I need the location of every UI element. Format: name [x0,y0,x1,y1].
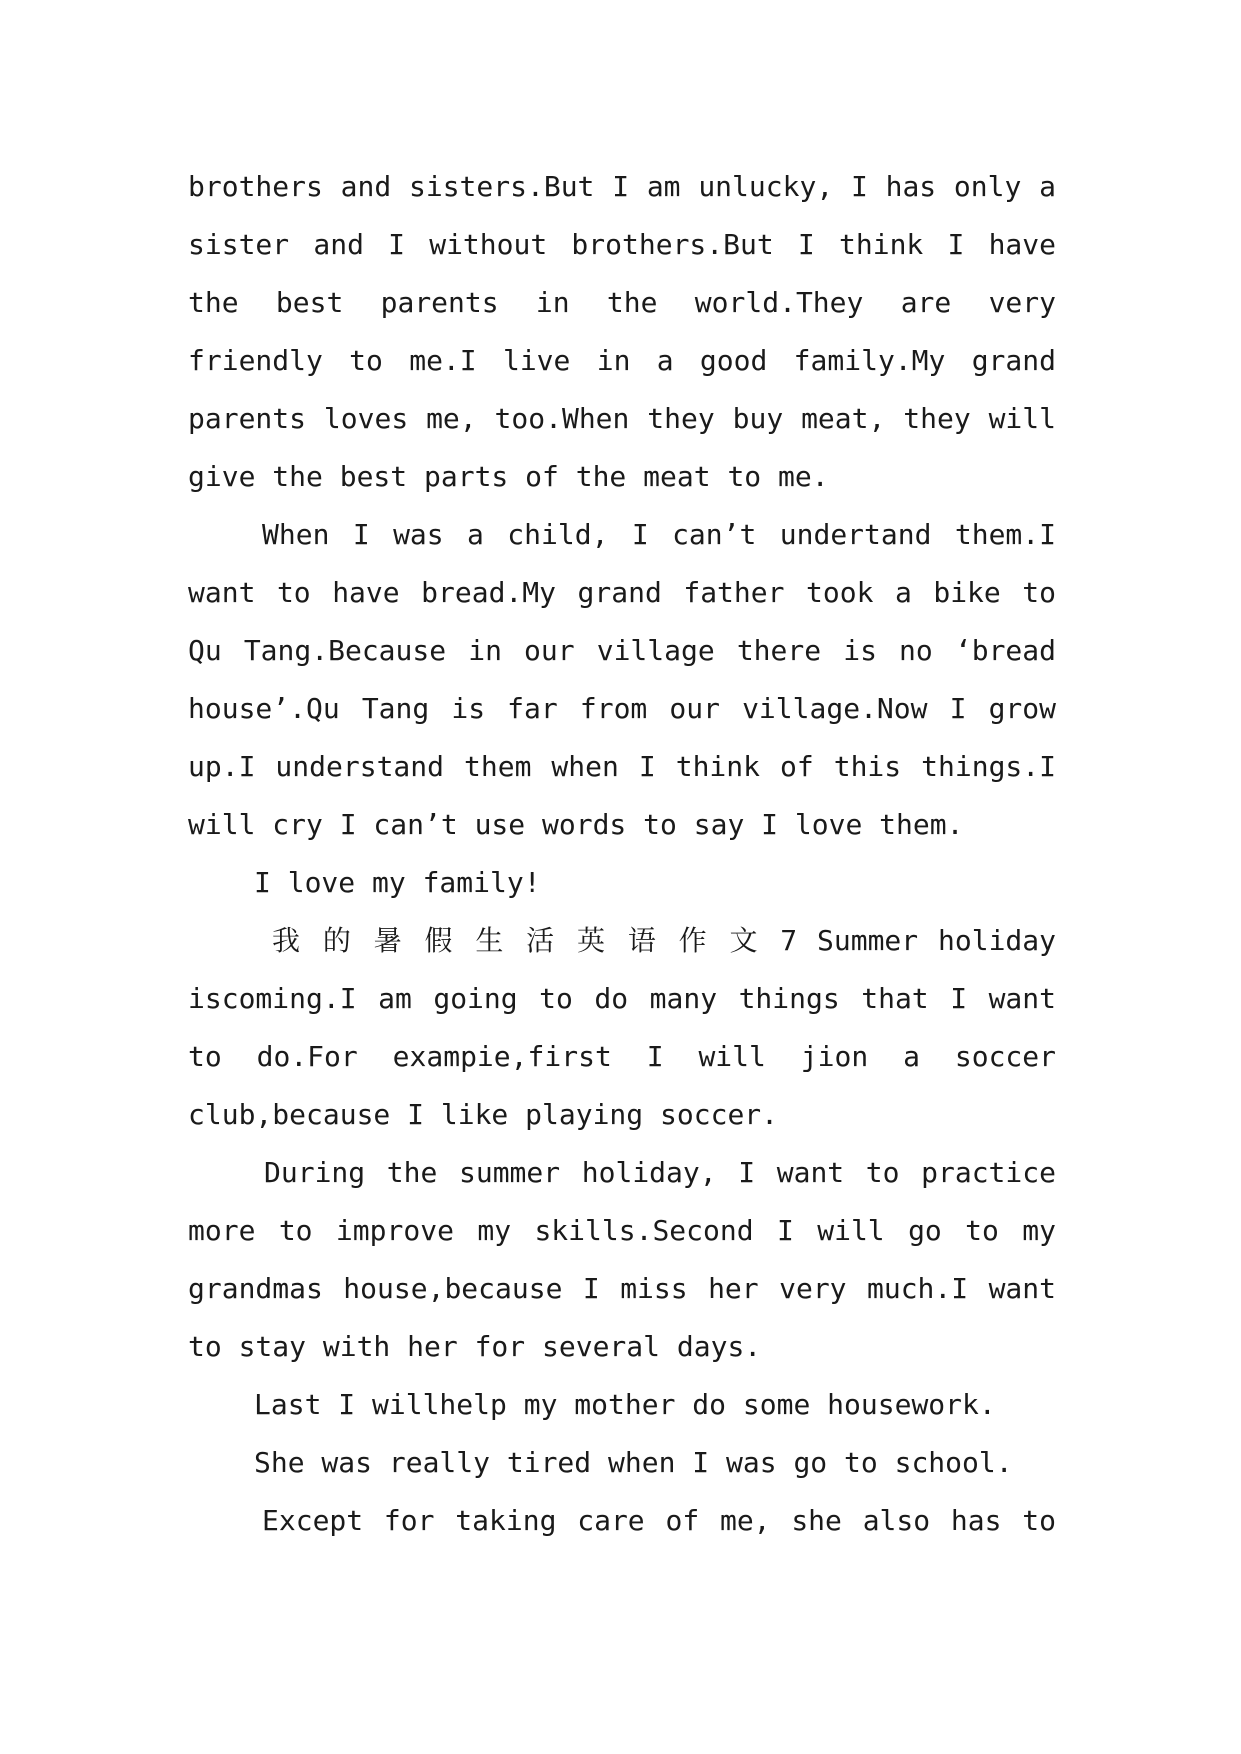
text-line: During the summer holiday, I want to practice [264,1156,1056,1189]
text-line: give the best parts of the meat to me. [188,460,829,493]
text-line: will cry I can’t use words to say I love them. [188,808,964,841]
text-line: parents loves me, too.When they buy meat, they will [188,402,1056,435]
text-line: iscoming.I am going to do many things that I want [188,982,1056,1015]
text-line: more to improve my skills.Second I will go to my [188,1214,1056,1247]
text-line: I love my family! [254,866,541,899]
text-line: Qu Tang.Because in our village there is no ‘bread [188,634,1056,667]
text-line: want to have bread.My grand father took a bike to [188,576,1056,609]
text-line: grandmas house,because I miss her very much.I want [188,1272,1056,1305]
text-line: up.I understand them when I think of this things.I [188,750,1056,783]
text-line: sister and I without brothers.But I think I have [188,228,1056,261]
text-line: 我 的 暑 假 生 活 英 语 作 文 7 Summer holiday [272,924,1056,957]
text-line: When I was a child, I can’t undertand them.I [262,518,1056,551]
text-line: Last I willhelp my mother do some housework. [254,1388,996,1421]
text-line: to stay with her for several days. [188,1330,762,1363]
text-line: the best parents in the world.They are very [188,286,1056,319]
text-line: She was really tired when I was go to school. [254,1446,1013,1479]
text-line: friendly to me.I live in a good family.My grand [188,344,1056,377]
document-body [188,158,1056,1550]
text-line: to do.For exampie,first I will jion a soccer [188,1040,1056,1073]
text-line: Except for taking care of me, she also has to [262,1504,1056,1537]
text-line: club,because I like playing soccer. [188,1098,779,1131]
text-line: house’.Qu Tang is far from our village.Now I grow [188,692,1056,725]
text-line: brothers and sisters.But I am unlucky, I has only a [188,170,1056,203]
